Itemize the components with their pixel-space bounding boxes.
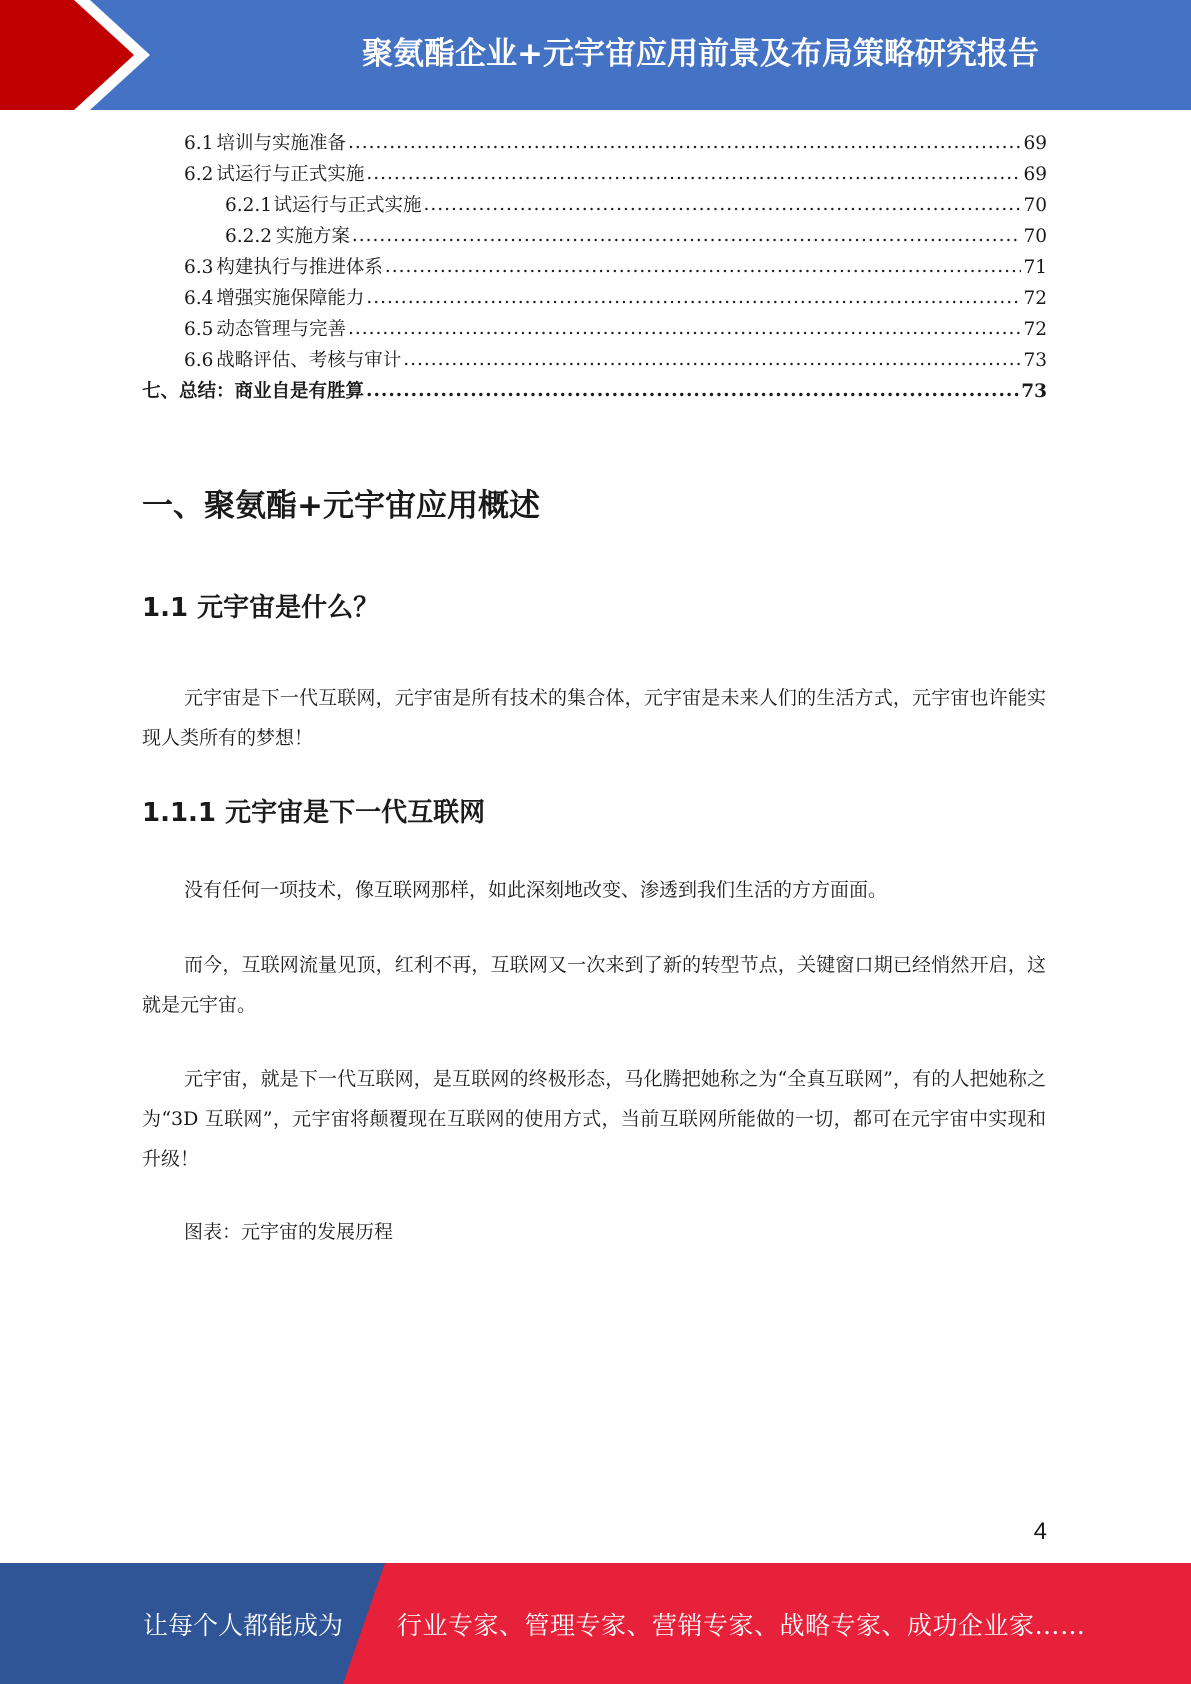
toc-entry-page: 73 [1021, 381, 1047, 402]
toc-entry-title: 动态管理与完善 [216, 319, 346, 340]
figure-caption: 图表：元宇宙的发展历程 [184, 1221, 394, 1243]
toc-entry-chapter[interactable] [142, 376, 1047, 407]
toc-entry[interactable] [184, 283, 1047, 314]
toc-entry-title: 实施方案 [275, 226, 350, 247]
toc-entry-number: 6.2 [184, 164, 214, 185]
footer-slogan-left: 让每个人都能成为 [143, 1610, 344, 1640]
toc-entry-page: 70 [1023, 195, 1047, 216]
toc-entry-number: 6.4 [184, 288, 214, 309]
toc-entry-title: 试运行与正式实施 [273, 195, 422, 216]
paragraph: 没有任何一项技术，像互联网那样，如此深刻地改变、渗透到我们生活的方方面面。 [184, 879, 888, 901]
paragraph: 元宇宙是下一代互联网，元宇宙是所有技术的集合体，元宇宙是未来人们的生活方式，元宇宙也许能实现人类所有的梦想！ [142, 687, 1046, 749]
toc-entry-page: 71 [1023, 257, 1047, 278]
toc-entry-number: 6.5 [184, 319, 214, 340]
toc-entry-title: 增强实施保障能力 [216, 288, 365, 309]
toc-entry[interactable] [184, 128, 1047, 159]
toc-entry-title: 战略评估、考核与审计 [216, 350, 402, 371]
page-header [0, 0, 1191, 110]
toc-entry[interactable] [225, 190, 1047, 221]
toc-entry-number: 6.2.2 [225, 226, 273, 247]
page-footer [0, 1563, 1191, 1684]
toc-entry[interactable] [184, 345, 1047, 376]
document-title: 聚氨酯企业+元宇宙应用前景及布局策略研究报告 [362, 35, 1039, 72]
toc-entry[interactable] [184, 252, 1047, 283]
footer-slogan-right: 行业专家、管理专家、营销专家、战略专家、成功企业家…… [397, 1610, 1086, 1640]
toc-leader-dots [403, 344, 1021, 375]
section-heading: 1.1 元宇宙是什么？ [142, 593, 380, 623]
toc-entry-page: 69 [1023, 164, 1047, 185]
toc-entry-number: 6.6 [184, 350, 214, 371]
page-number: 4 [1033, 1518, 1047, 1545]
toc-leader-dots [352, 220, 1022, 251]
toc-entry[interactable] [184, 159, 1047, 190]
toc-entry-page: 69 [1023, 133, 1047, 154]
toc-entry-title: 试运行与正式实施 [216, 164, 365, 185]
paragraph: 元宇宙，就是下一代互联网，是互联网的终极形态，马化腾把她称之为“全真互联网”，有的人把她称之为“3D 互联网”，元宇宙将颠覆现在互联网的使用方式，当前互联网所能做的一切，都可在元宇宙中实现和升级！ [142, 1068, 1046, 1170]
toc-entry-title: 构建执行与推进体系 [216, 257, 383, 278]
toc-entry-number: 6.2.1 [225, 195, 273, 216]
toc-leader-dots [366, 158, 1021, 189]
toc-leader-dots [423, 189, 1021, 220]
subsection-heading: 1.1.1 元宇宙是下一代互联网 [142, 798, 486, 828]
toc-entry-page: 73 [1023, 350, 1047, 371]
toc-entry-page: 72 [1023, 319, 1047, 340]
toc-entry-title: 培训与实施准备 [216, 133, 346, 154]
toc-entry-title: 总结：商业自是有胜算 [179, 381, 365, 402]
toc-entry-number: 七、 [142, 381, 180, 402]
toc-leader-dots [348, 313, 1021, 344]
toc-entry[interactable] [225, 221, 1047, 252]
chapter-heading: 一、聚氨酯+元宇宙应用概述 [142, 488, 540, 524]
paragraph: 而今，互联网流量见顶，红利不再，互联网又一次来到了新的转型节点，关键窗口期已经悄然开启，这就是元宇宙。 [142, 954, 1046, 1016]
toc-entry[interactable] [184, 314, 1047, 345]
toc-entry-number: 6.1 [184, 133, 214, 154]
toc-leader-dots [348, 127, 1021, 158]
toc-leader-dots [366, 375, 1019, 406]
toc-leader-dots [366, 282, 1021, 313]
toc-leader-dots [385, 251, 1022, 282]
toc-entry-page: 72 [1023, 288, 1047, 309]
toc-entry-number: 6.3 [184, 257, 214, 278]
toc-entry-page: 70 [1023, 226, 1047, 247]
